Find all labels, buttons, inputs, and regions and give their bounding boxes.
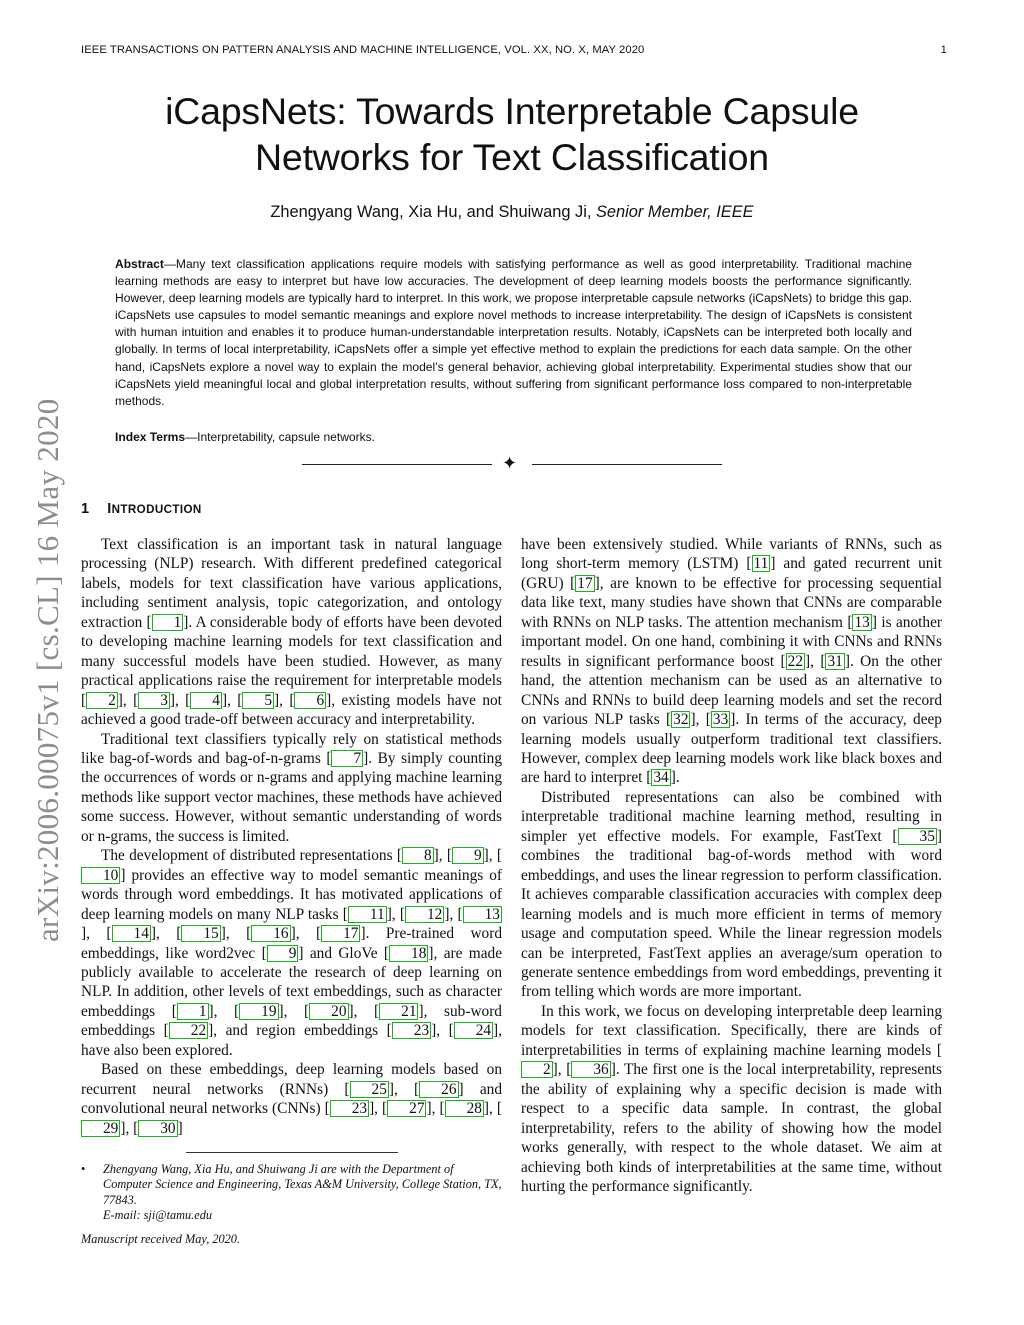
abstract-label: Abstract (115, 257, 164, 271)
paragraph: In this work, we focus on developing interpretable deep learning models for text classification. Specifically, there are kinds of interpretabilities in terms of explaining machine learning models [2 ], [ 36 ]. The first one is the local interpretability, represents the ability of explaining why a specific decision is made with respect to a specific data sample. In contrast, the global interpretability, refers to the ability of showing how the model works generally, with respect to the whole dataset. We aim at achieving both kinds of interpretabilities at the same time, without hurting the performance significantly. (521, 1002, 942, 1195)
citation-link[interactable]: 6 (294, 692, 326, 709)
separator-rule-left (302, 464, 492, 465)
citation-link[interactable]: 5 (242, 692, 274, 709)
citation-link[interactable]: 36 (571, 1061, 610, 1078)
paper-title (0, 88, 1024, 180)
section-title-rest: NTRODUCTION (111, 503, 202, 516)
citation-link[interactable]: 31 (827, 652, 843, 670)
paragraph: Based on these embeddings, deep learning models based on recurrent neural networks (RNNs) [ 25 ], [ 26 ] and convolutional neural networks (CNNs) [ 23 ], [ 27 ], [ 28 ], [29 ], [ 30 ] (81, 1061, 502, 1137)
citation-link[interactable]: 26 (419, 1081, 458, 1098)
citation-link[interactable]: 10 (81, 867, 120, 884)
citation-link[interactable]: 7 (331, 750, 363, 767)
index-terms-text: —Interpretability, capsule networks. (185, 430, 376, 444)
citation-link[interactable]: 25 (350, 1081, 389, 1098)
citation-link[interactable]: 23 (330, 1100, 369, 1117)
page-number: 1 (940, 44, 947, 56)
author-names: Zhengyang Wang, Xia Hu, and Shuiwang Ji, (270, 203, 592, 221)
citation-link[interactable]: 21 (379, 1003, 418, 1020)
citation-link[interactable]: 13 (854, 613, 870, 631)
section-separator (302, 453, 722, 474)
citation-link[interactable]: 13 (463, 906, 502, 923)
paragraph: The development of distributed representations [ 8 ], [ 9 ], [10 ] provides an effective way to model semantic meanings of words through word embeddings. It has motivated applications of deep learning models on many NLP tasks [ 11 ], [ 12 ], [ 13], [ 14 ], [ 15 ], [ 16 ], [ 17 ]. Pre-trained word embeddings, like word2vec [ 9 ] and GloVe [ 18 ], are made publicly available to accelerate the research of deep learning on NLP. In addition, other levels of text embeddings, such as character embeddings [ 1 ], [ 19 ], [ 20 ], [ 21 ], sub-word embeddings [ 22 ], and region embeddings [ 23 ], [ 24 ], have also been explored. (81, 847, 503, 1059)
citation-link[interactable]: 16 (251, 925, 290, 942)
footnote (81, 1162, 502, 1224)
footnote-rule (186, 1152, 398, 1153)
paragraph: Text classification is an important task in natural language processing (NLP) research. With different predefined categorical labels, models for text classification have various applications, including sentiment analysis, topic categorization, and ontology extraction [ 1 ]. A considerable body of efforts have been devoted to developing machine learning models for text classification and many successful models have been studied. However, as many practical applications raise the requirement for interpretable models [ 2 ], [ 3 ], [ 4 ], [ 5 ], [ 6 ], existing models have not achieved a good trade-off between accuracy and interpretability. (81, 536, 502, 729)
citation-link[interactable]: 24 (454, 1022, 493, 1039)
title-line-2: Networks for Text Classification (255, 136, 769, 178)
arxiv-stamp: arXiv:2006.00075v1 [cs.CL] 16 May 2020 (30, 398, 65, 942)
citation-link[interactable]: 17 (321, 925, 360, 942)
citation-link[interactable]: 19 (239, 1003, 278, 1020)
section-heading-introduction (81, 501, 202, 517)
separator-diamond-icon: ✦ (502, 453, 518, 473)
citation-link[interactable]: 22 (787, 652, 803, 670)
right-column (521, 535, 942, 1196)
index-terms (115, 430, 912, 444)
citation-link[interactable]: 17 (577, 574, 593, 592)
section-number: 1 (81, 501, 90, 517)
citation-link[interactable]: 22 (169, 1022, 208, 1039)
citation-link[interactable]: 3 (138, 692, 170, 709)
footnote-email: E-mail: sji@tamu.edu (103, 1208, 212, 1223)
citation-link[interactable]: 8 (402, 847, 434, 864)
index-terms-label: Index Terms (115, 430, 186, 444)
citation-link[interactable]: 1 (177, 1003, 209, 1020)
footnote-bullet: • (81, 1162, 86, 1176)
title-line-1: iCapsNets: Towards Interpretable Capsule (165, 90, 859, 132)
citation-link[interactable]: 20 (309, 1003, 348, 1020)
separator-rule-right (532, 464, 722, 465)
citation-link[interactable]: 14 (112, 925, 151, 942)
citation-link[interactable]: 29 (81, 1120, 120, 1137)
paragraph: Traditional text classifiers typically rely on statistical methods like bag-of-words and bag-of-n-grams [ 7 ]. By simply counting the occurrences of words or n-grams and applying machine learning methods like support vector machines, these methods have achieved some success. However, without semantic understanding of words or n-grams, the success is limited. (81, 730, 502, 845)
running-header (81, 44, 947, 56)
journal-name: IEEE TRANSACTIONS ON PATTERN ANALYSIS AND MACHINE INTELLIGENCE, VOL. XX, NO. X, MAY 2020 (81, 44, 645, 56)
citation-link[interactable]: 4 (190, 692, 222, 709)
abstract (115, 256, 912, 410)
abstract-text: —Many text classification applications require models with satisfying performance as well as good interpretability. Traditional machine learning methods are easy to interpret but have low accuracies. The development of deep learning models boosts the performance significantly. However, deep learning models are typically hard to interpret. In this work, we propose interpretable capsule networks (iCapsNets) to bridge this gap. iCapsNets use capsules to model semantic meanings and explore novel methods to increase interpretability. The design of iCapsNets is consistent with human intuition and enables it to produce human-understandable interpretation results. Notably, iCapsNets can be interpreted both locally and globally. In terms of local interpretability, iCapsNets offer a simple yet effective method to explain the predictions for each data sample. On the other hand, iCapsNets explore a novel way to explain the model’s general behavior, achieving global interpretability. Experimental studies show that our iCapsNets yield meaningful local and global interpretation results, without suffering from significant performance loss compared to non-interpretable methods. (115, 257, 912, 408)
footnote-affiliation: Zhengyang Wang, Xia Hu, and Shuiwang Ji are with the Department of Computer Science and Engineering, Texas A&M University, College Station, TX, 77843. (103, 1162, 502, 1207)
citation-link[interactable]: 11 (348, 906, 387, 923)
left-column (81, 535, 502, 1138)
citation-link[interactable]: 32 (673, 711, 689, 729)
citation-link[interactable]: 15 (181, 925, 220, 942)
citation-link[interactable]: 18 (389, 945, 428, 962)
citation-link[interactable]: 33 (712, 711, 729, 729)
citation-link[interactable]: 35 (898, 828, 937, 845)
citation-link[interactable]: 2 (521, 1061, 553, 1078)
author-membership: Senior Member, IEEE (595, 203, 754, 221)
citation-link[interactable]: 1 (152, 614, 184, 631)
section-title-initial: I (107, 501, 112, 517)
paragraph: Distributed representations can also be combined with interpretable traditional machine learning method, resulting in simpler yet effective models. For example, FastText [ 35 ] combines the traditional bag-of-words method with word embeddings, and uses the linear regression to perform classification. It achieves comparable classification accuracies with complex deep learning models and is much more efficient in terms of memory usage and computation speed. While the linear regression models can be interpreted, FastText applies an average/sum operation to generate sentence embeddings from word embeddings, preventing it from telling which words are more important. (521, 788, 942, 1001)
citation-link[interactable]: 23 (392, 1022, 431, 1039)
paragraph: have been extensively studied. While variants of RNNs, such as long short-term memory (LSTM) [ 11 ] and gated recurrent unit (GRU) [ 17 ], are known to be effective for processing sequential data like text, many studies have shown that CNNs are comparable with RNNs on NLP tasks. The attention mechanism [ 13 ] is another important model. On one hand, combining it with CNNs and RNNs results in significant performance boost [ 22 ], [ 31 ]. On the other hand, the attention mechanism can be used as an alternative to CNNs and RNNs to build deep learning models and set the record on various NLP tasks [ 32 ], [ 33 ]. In terms of the accuracy, deep learning models usually outperform traditional text classifiers. However, complex deep learning models work like black boxes and are hard to interpret [ 34 ]. (521, 536, 943, 787)
citation-link[interactable]: 11 (753, 555, 769, 573)
citation-link[interactable]: 34 (653, 769, 669, 787)
citation-link[interactable]: 2 (86, 692, 118, 709)
citation-link[interactable]: 9 (452, 847, 484, 864)
citation-link[interactable]: 27 (387, 1100, 426, 1117)
citation-link[interactable]: 28 (445, 1100, 484, 1117)
citation-link[interactable]: 30 (138, 1120, 177, 1137)
manuscript-note: Manuscript received May, 2020. (81, 1232, 241, 1246)
author-list (0, 203, 1024, 222)
citation-link[interactable]: 12 (405, 906, 444, 923)
citation-link[interactable]: 9 (267, 945, 299, 962)
